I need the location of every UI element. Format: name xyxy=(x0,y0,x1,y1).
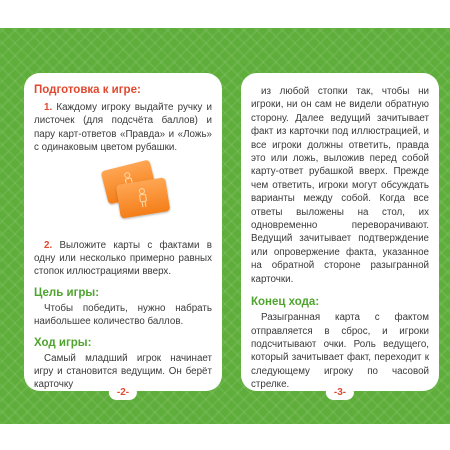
step-2-text: Выложите карты с фактами в одну или несколько примерно равных стопок иллюстрациями вверх. xyxy=(34,239,212,278)
step-2-number: 2. xyxy=(44,239,53,251)
page-left xyxy=(24,73,222,398)
step-1 xyxy=(34,101,212,155)
step-2 xyxy=(34,239,212,279)
end-of-turn-text: Разыгранная карта с фактом отправляется в сброс, и игроки подсчитывают очки. Роль ведущего, который зачитывает факт, переходит к следующему игроку по часовой стрелке. xyxy=(251,312,429,391)
answer-card-front xyxy=(116,177,171,218)
page-number-left: -2- xyxy=(109,385,137,400)
step-1-number: 1. xyxy=(44,102,53,113)
heading-turn: Ход игры: xyxy=(34,336,92,349)
step-1-text: Каждому игроку выдайте ручку и листочек (для подсчёта баллов) и пару карт-ответов «Правда» и «Ложь» с одинаковым цветом рубашки. xyxy=(34,102,212,154)
person-icon xyxy=(136,187,149,208)
turn-continued-text: из любой стопки так, чтобы ни игроки, ни он сам не видели обратную сторону. Далее ведущий зачитывает факт из карточки под иллюстрацией, и все игроки должны ответить, правда это или ложь, выложив перед собой карту-ответ рубашкой вверх. Прежде чем ответить, игроки могут обсуждать варианты между собой. Когда все ответы выложены на стол, их одновременно переворачивают. Ведущий зачитывает подтверждение или опровержение факта, указанное на обратной стороне разыгранной карточки. xyxy=(251,86,429,285)
heading-end-of-turn: Конец хода: xyxy=(251,296,320,309)
heading-goal: Цель игры: xyxy=(34,286,100,299)
answer-cards-illustration xyxy=(34,157,212,239)
turn-text: Самый младший игрок начинает игру и становится ведущим. Он берёт карточку xyxy=(34,352,212,391)
page-right xyxy=(241,73,439,398)
heading-preparation: Подготовка к игре: xyxy=(34,84,141,96)
booklet-spread xyxy=(0,28,450,424)
goal-text: Чтобы победить, нужно набрать наибольшее количество баллов. xyxy=(34,302,212,328)
page-number-right: -3- xyxy=(326,385,354,400)
